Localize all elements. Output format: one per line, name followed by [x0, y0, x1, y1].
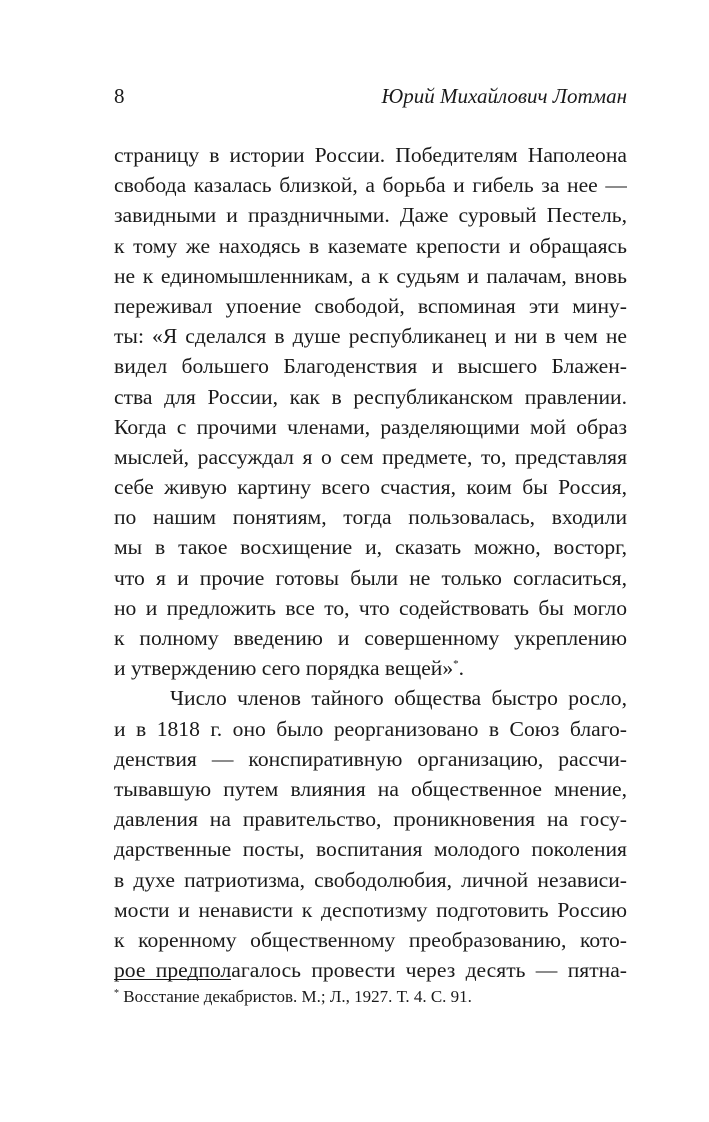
text-line: Когда с прочими членами, разделяющими мой образ — [114, 414, 627, 439]
text-line: по нашим понятиям, тогда пользовалась, входили — [114, 505, 627, 530]
text-line: мы в такое восхищение и, сказать можно, восторг, — [114, 535, 627, 560]
text-line: не к единомышленникам, а к судьям и палачам, вновь — [114, 263, 627, 288]
text-line-paragraph-start: Число членов тайного общества быстро росло, — [170, 686, 627, 711]
footnote-reference[interactable]: * — [453, 658, 459, 671]
page-number: 8 — [114, 84, 125, 108]
text-line: видел большего Благоденствия и высшего Блажен- — [114, 354, 627, 379]
text-line: в духе патриотизма, свободолюбия, личной независи- — [114, 867, 627, 892]
text-line: мости и ненависти к деспотизму подготовить Россию — [114, 897, 627, 922]
footnote-marker: * — [114, 988, 119, 999]
page-header — [114, 84, 627, 112]
text-line: страницу в истории России. Победителям Наполеона — [114, 143, 627, 167]
text-line: ства для России, как в республиканском правлении. — [114, 384, 627, 409]
text-line: свобода казалась близкой, а борьба и гибель за нее — — [114, 173, 627, 198]
text-line: дарственные посты, воспитания молодого поколения — [114, 837, 627, 862]
footnote — [114, 987, 472, 1007]
body-text — [114, 140, 627, 985]
footnote-divider — [114, 979, 231, 980]
text-line: рое предполагалось провести через десять — пятна- — [114, 958, 627, 983]
text-line: к коренному общественному преобразованию, кото- — [114, 927, 627, 952]
footnote-text: Восстание декабристов. М.; Л., 1927. Т. 4. С. 91. — [119, 987, 472, 1006]
text-line: мыслей, рассуждал я о сем предмете, то, представляя — [114, 444, 627, 469]
text-line: к тому же находясь в каземате крепости и обращаясь — [114, 233, 627, 258]
text-line-paragraph-end — [114, 653, 627, 683]
text-line: себе живую картину всего счастия, коим бы Россия, — [114, 475, 627, 500]
text-line: но и предложить все то, что содействовать бы могло — [114, 595, 627, 620]
text-line: что я и прочие готовы были не только согласиться, — [114, 565, 627, 590]
text-line: к полному введению и совершенному укреплению — [114, 626, 627, 650]
quote-end-text: и утверждению сего порядка вещей» — [114, 656, 454, 681]
text-line: ты: «Я сделался в душе республиканец и ни в чем не — [114, 324, 627, 349]
text-line: и в 1818 г. оно было реорганизовано в Союз благо- — [114, 716, 627, 741]
text-line: давления на правительство, проникновения на госу- — [114, 807, 627, 832]
running-title: Юрий Михайлович Лотман — [381, 84, 627, 108]
quote-end-punct: . — [458, 656, 465, 681]
text-line: переживал упоение свободой, вспоминая эти мину- — [114, 293, 627, 318]
text-line: денствия — конспиративную организацию, рассчи- — [114, 746, 627, 771]
text-line: тывавшую путем влияния на общественное мнение, — [114, 776, 627, 801]
text-line: завидными и праздничными. Даже суровый Пестель, — [114, 203, 627, 228]
